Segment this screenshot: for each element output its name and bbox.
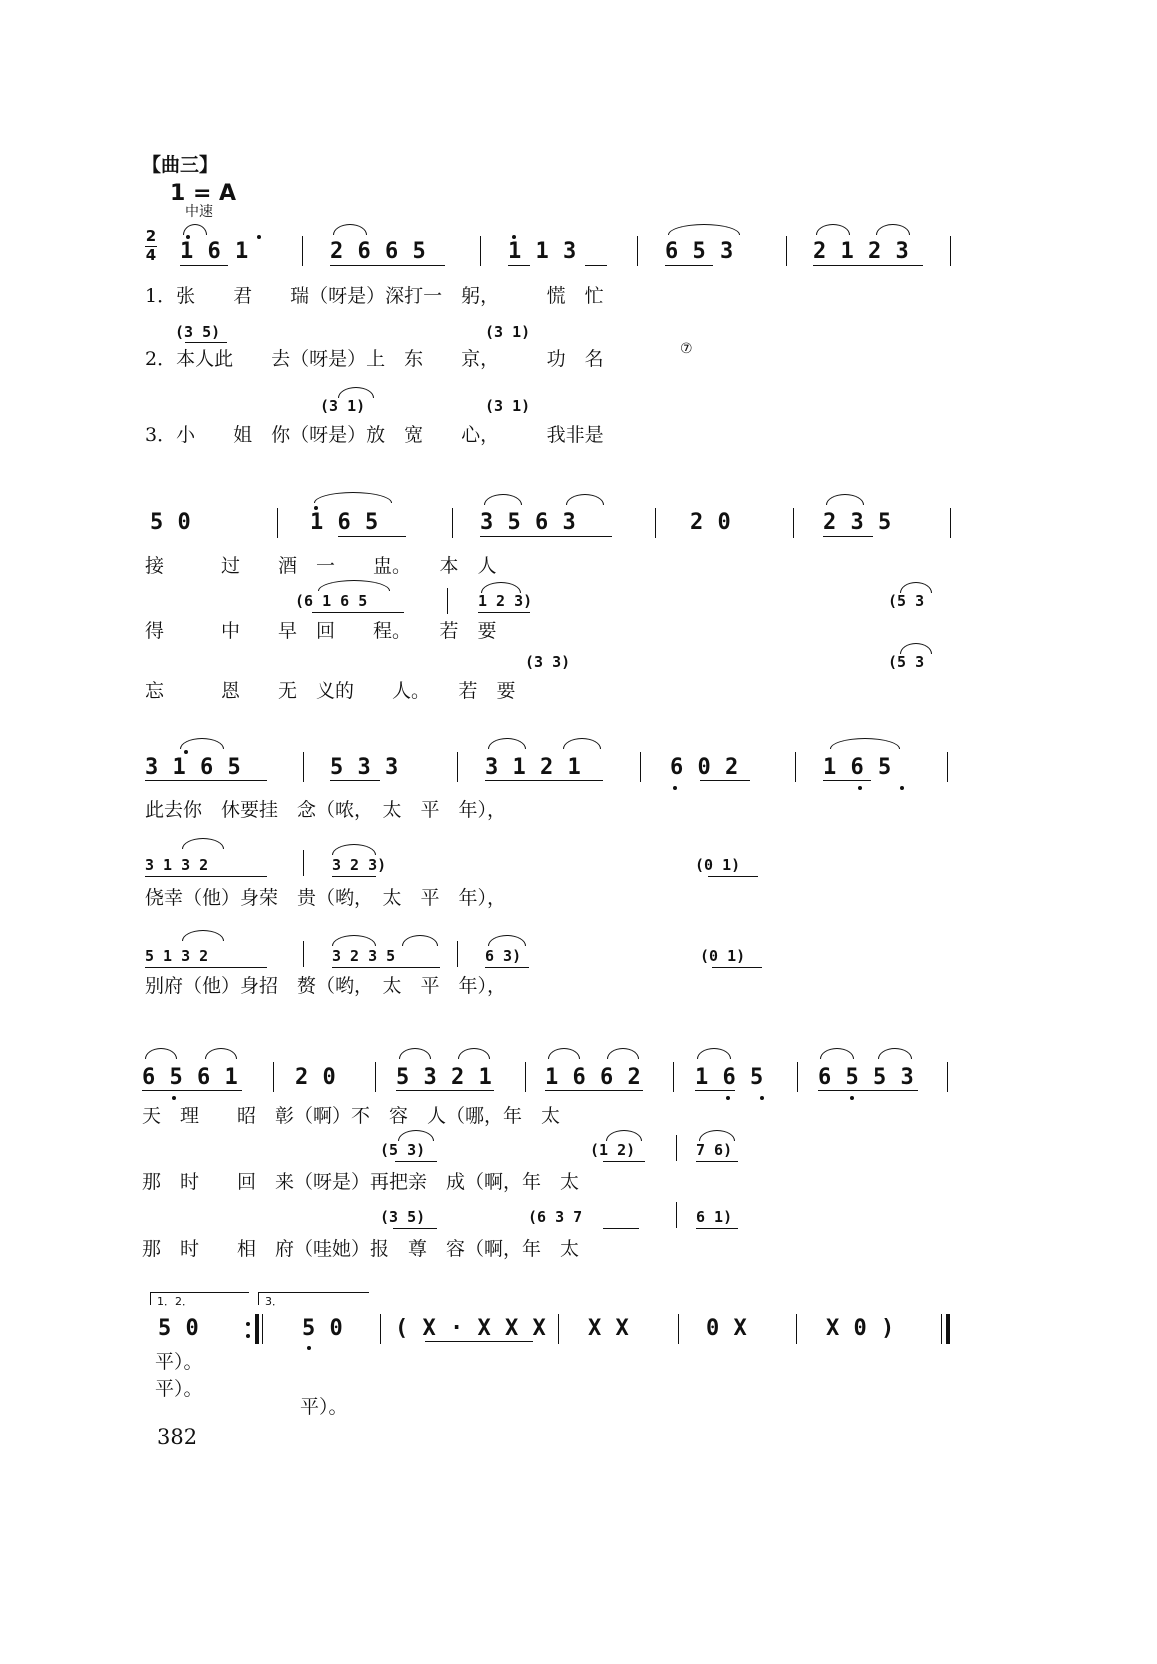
s4-alt2-a: (5 3) xyxy=(380,1141,426,1159)
underline xyxy=(393,1228,437,1229)
s4-verse-1: 天 理 昭 彰（啊）不 容 人（哪，年 太 xyxy=(142,1105,561,1127)
s3-measure-5: 1 6 5 xyxy=(823,755,892,780)
s1-alt3-a: (3 1) xyxy=(320,397,366,415)
octave-dot xyxy=(850,1096,854,1100)
s1-measure-5: 2 1 2 3 xyxy=(813,239,910,264)
slur xyxy=(820,1048,854,1059)
barline xyxy=(273,1062,274,1092)
barline xyxy=(303,941,304,967)
underline xyxy=(708,876,758,877)
slur xyxy=(145,1048,177,1059)
s3-verse-1: 此去你 休要挂 念（哝， 太 平 年）， xyxy=(145,799,507,821)
underline xyxy=(396,1090,494,1091)
octave-dot xyxy=(760,1096,764,1100)
underline xyxy=(395,1161,437,1162)
barline xyxy=(303,752,304,782)
barline xyxy=(302,236,303,266)
underline xyxy=(603,1161,645,1162)
octave-dot xyxy=(673,786,677,790)
s2-alt3-a: (3 3) xyxy=(525,653,571,671)
slur xyxy=(458,1048,490,1059)
barline xyxy=(947,1062,948,1092)
octave-dot xyxy=(186,235,190,239)
s3-measure-3: 3 1 2 1 xyxy=(485,755,582,780)
slur xyxy=(606,1130,642,1141)
barline xyxy=(380,1314,381,1344)
slur xyxy=(878,1048,912,1059)
barline xyxy=(796,1314,797,1344)
s1-verse-1: 1．张 君 瑞（呀是）深打一 躬， 慌 忙 xyxy=(145,285,604,307)
s2-alt3-b: (5 3 xyxy=(888,653,925,671)
s1-alt2-a: (3 5) xyxy=(175,323,221,341)
s4-alt2-b: (1 2) xyxy=(590,1141,636,1159)
s2-measure-1: 5 0 xyxy=(150,510,192,535)
slur xyxy=(900,643,932,654)
underline xyxy=(603,1228,639,1229)
underline xyxy=(312,612,404,613)
s3-alt2-b: 3 2 3) xyxy=(332,856,387,874)
underline xyxy=(478,612,530,613)
barline xyxy=(457,752,458,782)
barline xyxy=(640,752,641,782)
s4-alt2-c: 7 6) xyxy=(696,1141,733,1159)
s2-alt2-c: (5 3 xyxy=(888,592,925,610)
s2-alt2-b: 1 2 3) xyxy=(478,592,533,610)
s2-verse-2: 得 中 早 回 程。 若 要 xyxy=(145,620,497,642)
underline xyxy=(813,265,923,266)
underline xyxy=(145,967,267,968)
s3-measure-2: 5 3 3 xyxy=(330,755,399,780)
barline xyxy=(950,508,951,538)
s4-measure-1: 6 5 6 1 xyxy=(142,1065,239,1090)
time-sig-top: 2 xyxy=(145,227,157,245)
s1-verse-2: 2．本人此 去（呀是）上 东 京， 功 名 xyxy=(145,348,604,370)
octave-dot xyxy=(307,1346,311,1350)
barline xyxy=(637,236,638,266)
repeat-barline xyxy=(255,1314,259,1344)
s5-ending-3: 平）。 xyxy=(300,1396,348,1418)
barline xyxy=(525,1062,526,1092)
octave-dot xyxy=(184,750,188,754)
s5-measure-4: X X xyxy=(588,1316,630,1341)
barline xyxy=(950,236,951,266)
s3-verse-2: 侥幸（他）身荣 贵（哟， 太 平 年）， xyxy=(145,887,507,909)
underline xyxy=(696,1161,738,1162)
slur xyxy=(830,738,900,749)
barline xyxy=(673,1062,674,1092)
s4-verse-2: 那 时 回 来（呀是）再把亲 成（啊，年 太 xyxy=(142,1171,580,1193)
slur xyxy=(697,1048,731,1059)
slur xyxy=(182,838,224,849)
underline xyxy=(145,780,267,781)
slur xyxy=(180,738,224,749)
barline xyxy=(558,1314,559,1344)
s4-verse-3: 那 时 相 府（哇她）报 尊 容（啊，年 太 xyxy=(142,1238,580,1260)
barline xyxy=(375,1062,376,1092)
underline xyxy=(480,536,612,537)
underline xyxy=(142,1090,242,1091)
underline xyxy=(338,536,406,537)
s4-measure-4: 1 6 6 2 xyxy=(545,1065,642,1090)
time-signature xyxy=(145,229,157,264)
slur xyxy=(332,935,376,946)
s2-measure-5: 2 3 5 xyxy=(823,510,892,535)
s5-measure-1: 5 0 xyxy=(158,1316,200,1341)
barline xyxy=(262,1314,263,1344)
underline xyxy=(545,1090,643,1091)
barline xyxy=(678,1314,679,1344)
s4-measure-6: 6 5 5 3 xyxy=(818,1065,915,1090)
s2-measure-4: 2 0 xyxy=(690,510,732,535)
underline xyxy=(695,1090,735,1091)
slur xyxy=(314,492,392,503)
octave-dot xyxy=(900,786,904,790)
octave-dot xyxy=(257,235,261,239)
s4-alt3-a: (3 5) xyxy=(380,1208,426,1226)
slur xyxy=(183,224,207,235)
final-barline-thin xyxy=(941,1314,942,1344)
underline xyxy=(696,1228,738,1229)
octave-dot xyxy=(172,1096,176,1100)
slur xyxy=(182,930,224,941)
slur xyxy=(566,494,604,505)
underline xyxy=(585,265,607,266)
time-sig-bottom: 4 xyxy=(145,245,157,264)
s4-alt3-c: 6 1) xyxy=(696,1208,733,1226)
slur xyxy=(826,494,864,505)
slur xyxy=(563,738,601,749)
slur xyxy=(205,1048,237,1059)
s2-measure-2: 1 6 5 xyxy=(310,510,379,535)
s2-alt2-a: (6 1 6 5 xyxy=(295,592,368,610)
s1-measure-4: 6 5 3 xyxy=(665,239,734,264)
barline xyxy=(655,508,656,538)
s1-measure-1: 1 6 1 xyxy=(180,239,249,264)
underline xyxy=(818,1090,918,1091)
slur xyxy=(332,844,376,855)
s3-alt3-d: (0 1) xyxy=(700,947,746,965)
barline xyxy=(457,941,458,967)
s3-verse-3: 别府（他）身招 赘（哟， 太 平 年）， xyxy=(145,975,507,997)
s5-measure-6: X 0 ) xyxy=(826,1316,895,1341)
slur xyxy=(402,935,438,946)
s3-measure-1: 3 1 6 5 xyxy=(145,755,242,780)
underline xyxy=(425,1341,533,1342)
barline xyxy=(676,1135,677,1161)
barline xyxy=(277,508,278,538)
slur xyxy=(488,935,526,946)
slur xyxy=(398,1130,434,1141)
s3-alt2-c: (0 1) xyxy=(695,856,741,874)
s5-ending-1: 平）。 xyxy=(155,1351,203,1373)
s1-measure-2: 2 6 6 5 xyxy=(330,239,427,264)
section-title: 【曲三】 xyxy=(142,154,219,176)
s4-measure-5: 1 6 5 xyxy=(695,1065,764,1090)
s4-measure-2: 2 0 xyxy=(295,1065,337,1090)
slur xyxy=(399,1048,431,1059)
barline xyxy=(452,508,453,538)
s1-alt2-b: (3 1) xyxy=(485,323,531,341)
underline xyxy=(700,780,750,781)
s2-verse-1: 接 过 酒 一 盅。 本 人 xyxy=(145,555,497,577)
slur xyxy=(338,387,374,398)
s5-measure-3: ( X · X X X xyxy=(395,1316,547,1341)
octave-dot xyxy=(858,786,862,790)
tempo-marking: 中速 xyxy=(185,204,213,220)
volta-3-label: 3． xyxy=(265,1295,283,1308)
slur xyxy=(318,580,390,591)
underline xyxy=(823,780,871,781)
underline xyxy=(332,876,376,877)
octave-dot xyxy=(314,506,318,510)
underline xyxy=(330,265,445,266)
underline xyxy=(823,536,873,537)
volta-1-2-label: 1．2． xyxy=(157,1295,193,1308)
slur xyxy=(481,582,521,593)
final-barline-thick xyxy=(946,1314,950,1344)
s4-alt3-b: (6 3 7 xyxy=(528,1208,583,1226)
s5-ending-2: 平）。 xyxy=(155,1378,203,1400)
slur xyxy=(900,582,932,593)
slur xyxy=(816,224,850,235)
slur xyxy=(668,224,740,235)
s3-alt3-c: 6 3) xyxy=(485,947,522,965)
underline xyxy=(185,342,227,343)
barline xyxy=(947,752,948,782)
barline xyxy=(447,588,448,614)
slur xyxy=(699,1130,735,1141)
barline xyxy=(480,236,481,266)
s3-alt2-a: 3 1 3 2 xyxy=(145,856,209,874)
underline xyxy=(485,967,529,968)
slur xyxy=(548,1048,580,1059)
repeat-dot xyxy=(246,1322,250,1326)
footnote-mark: ⑦ xyxy=(680,341,693,357)
s1-verse-3: 3．小 姐 你（呀是）放 宽 心， 我非是 xyxy=(145,424,604,446)
s5-measure-2: 5 0 xyxy=(302,1316,344,1341)
s1-alt3-b: (3 1) xyxy=(485,397,531,415)
underline xyxy=(330,780,380,781)
barline xyxy=(676,1202,677,1228)
page-number: 382 xyxy=(157,1425,198,1449)
s2-measure-3: 3 5 6 3 xyxy=(480,510,577,535)
underline xyxy=(712,967,762,968)
repeat-dot xyxy=(246,1334,250,1338)
slur xyxy=(607,1048,639,1059)
underline xyxy=(485,780,603,781)
slur xyxy=(488,738,526,749)
s3-alt3-a: 5 1 3 2 xyxy=(145,947,209,965)
s3-measure-4: 6 0 2 xyxy=(670,755,739,780)
barline xyxy=(797,1062,798,1092)
underline xyxy=(332,967,440,968)
key-signature: 1 = A xyxy=(170,181,237,206)
s4-measure-3: 5 3 2 1 xyxy=(396,1065,493,1090)
slur xyxy=(333,224,367,235)
barline xyxy=(786,236,787,266)
s5-measure-5: 0 X xyxy=(706,1316,748,1341)
octave-dot xyxy=(512,235,516,239)
slur xyxy=(484,494,522,505)
underline xyxy=(145,876,267,877)
octave-dot xyxy=(726,1096,730,1100)
barline xyxy=(795,752,796,782)
s1-measure-3: 1 1 3 xyxy=(508,239,577,264)
s3-alt3-b: 3 2 3 5 xyxy=(332,947,396,965)
s2-verse-3: 忘 恩 无 义的 人。 若 要 xyxy=(145,680,516,702)
slur xyxy=(876,224,910,235)
barline xyxy=(303,850,304,876)
underline xyxy=(665,265,713,266)
barline xyxy=(793,508,794,538)
underline xyxy=(180,265,228,266)
underline xyxy=(508,265,530,266)
